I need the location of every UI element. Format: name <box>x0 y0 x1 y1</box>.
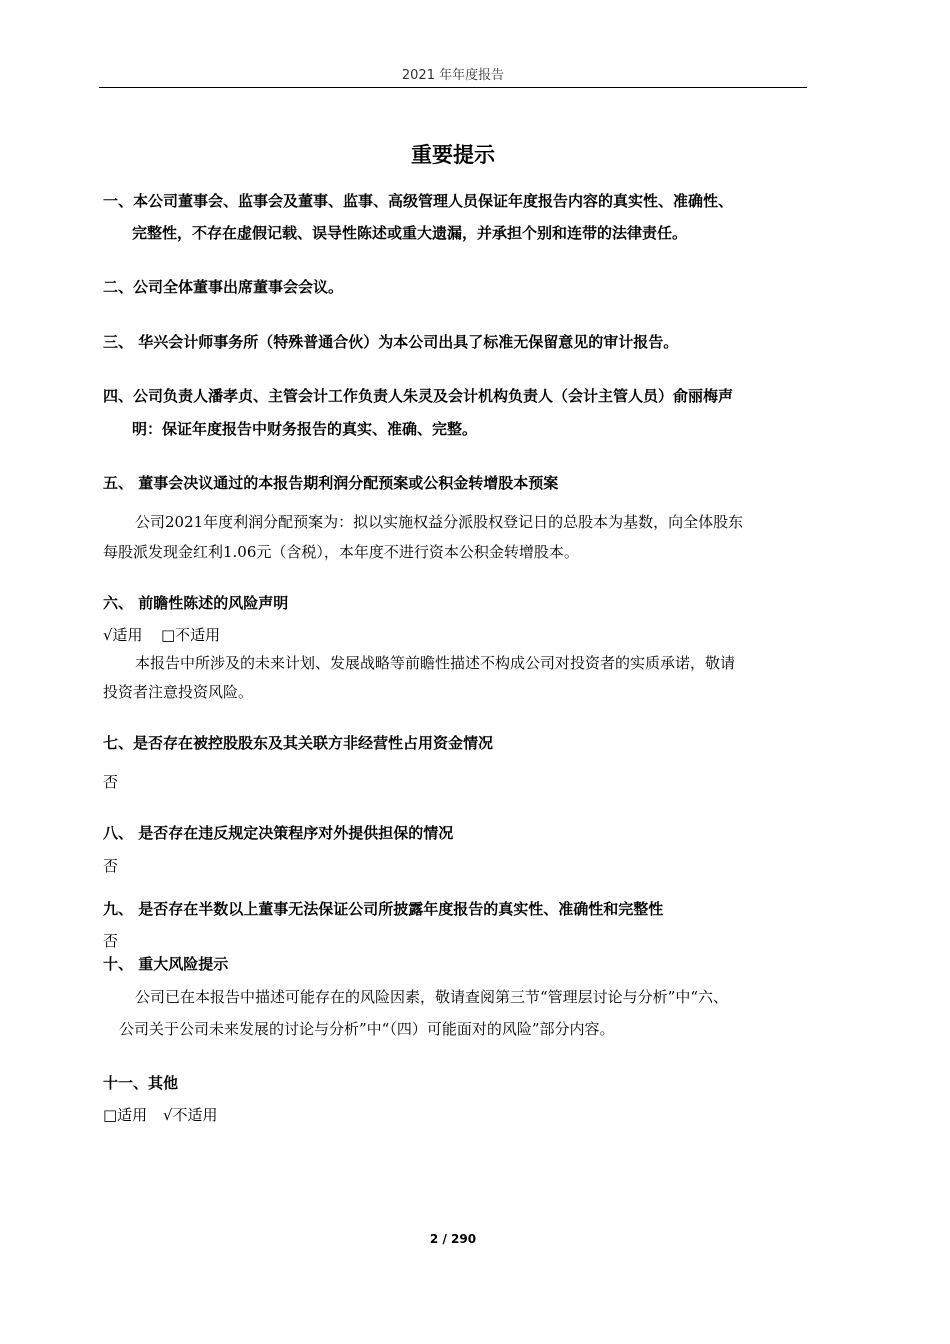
section-7-answer: 否 <box>103 773 119 791</box>
header-divider <box>99 87 807 88</box>
page-header: 2021 年年度报告 <box>401 68 505 83</box>
section-11-option-not-applicable: √不适用 <box>163 1106 218 1124</box>
section-8-answer: 否 <box>103 857 119 875</box>
section-5-body-line-1: 公司2021年度利润分配预案为：拟以实施权益分派股权登记日的总股本为基数，向全体股东 <box>135 513 744 531</box>
section-10-heading: 十、 重大风险提示 <box>103 955 229 973</box>
section-6-heading: 六、 前瞻性陈述的风险声明 <box>103 594 289 612</box>
section-10-body-line-1: 公司已在本报告中描述可能存在的风险因素，敬请查阅第三节“管理层讨论与分析”中“六、 <box>135 988 729 1006</box>
section-6-option-applicable: √适用 <box>103 626 143 644</box>
section-6-body-line-2: 投资者注意投资风险。 <box>103 683 254 701</box>
section-1-line-1: 一、本公司董事会、监事会及董事、监事、高级管理人员保证年度报告内容的真实性、准确性、 <box>103 192 734 210</box>
section-11-option-applicable: □适用 <box>103 1106 148 1124</box>
section-8-heading: 八、 是否存在违反规定决策程序对外提供担保的情况 <box>103 824 454 842</box>
section-1-line-2: 完整性，不存在虚假记载、误导性陈述或重大遗漏，并承担个别和连带的法律责任。 <box>132 224 688 242</box>
section-5-body-line-2: 每股派发现金红利1.06元（含税），本年度不进行资本公积金转增股本。 <box>103 543 579 561</box>
section-6-body-line-1: 本报告中所涉及的未来计划、发展战略等前瞻性描述不构成公司对投资者的实质承诺，敬请 <box>135 654 736 672</box>
section-10-body-line-2: 公司关于公司未来发展的讨论与分析”中“（四）可能面对的风险”部分内容。 <box>119 1020 615 1038</box>
section-2-text: 二、公司全体董事出席董事会会议。 <box>103 278 344 296</box>
section-4-line-2: 明：保证年度报告中财务报告的真实、准确、完整。 <box>132 420 478 438</box>
section-5-heading: 五、 董事会决议通过的本报告期利润分配预案或公积金转增股本预案 <box>103 474 559 492</box>
section-11-heading: 十一、其他 <box>103 1074 179 1092</box>
section-7-heading: 七、是否存在被控股股东及其关联方非经营性占用资金情况 <box>103 734 494 752</box>
section-4-line-1: 四、公司负责人潘孝贞、主管会计工作负责人朱灵及会计机构负责人（会计主管人员）俞丽梅声 <box>103 387 734 405</box>
section-6-option-not-applicable: □不适用 <box>161 626 221 644</box>
section-9-heading: 九、 是否存在半数以上董事无法保证公司所披露年度报告的真实性、准确性和完整性 <box>103 900 664 918</box>
page-number: 2 / 290 <box>429 1232 477 1246</box>
section-9-answer: 否 <box>103 932 119 950</box>
section-3-text: 三、 华兴会计师事务所（特殊普通合伙）为本公司出具了标准无保留意见的审计报告。 <box>103 333 679 351</box>
page-title: 重要提示 <box>411 143 495 167</box>
